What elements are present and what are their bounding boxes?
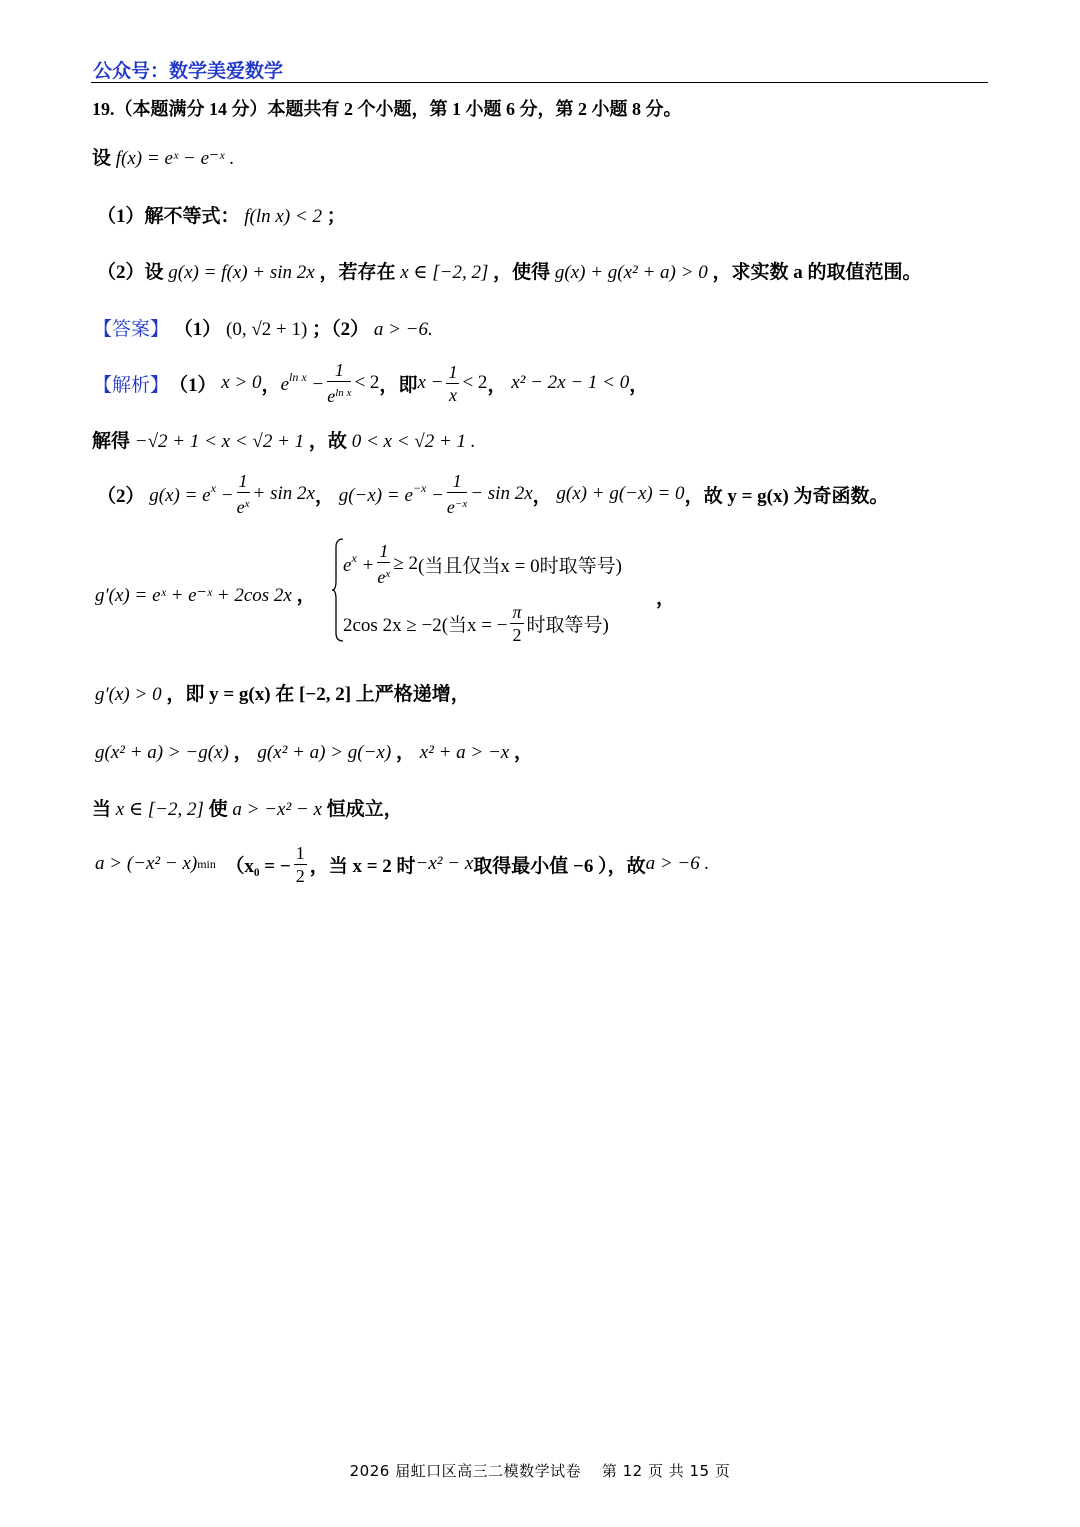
min-value: 取得最小值 −6 ），故 [473,855,646,877]
answer-part1: (0, √2 + 1) [226,319,308,340]
fraction-1-over-ex: $\frac{1}{e^x}$ [236,471,250,517]
part2-label: （2）设 [97,262,164,283]
part2-ineq: g(x) + g(x² + a) > 0 [554,262,708,283]
min-fn: −x² − x [415,853,474,874]
part1-label: （1）解不等式： [97,206,240,227]
analysis-p1-ineq1: $e^{ln x}$ − [280,370,325,395]
fraction-1-over-elnx: $\frac{1}{e^{ln x}}$ [327,360,352,406]
part2-domain: x ∈ [−2, 2] [400,262,489,283]
part2-exists: ，若存在 [319,262,396,283]
fraction-1-over-e-negx: $\frac{1}{e^{-x}}$ [446,471,468,517]
part1-formula: f(ln x) < 2 [244,206,322,227]
part2-g: g(x) = f(x) + sin 2x [168,262,315,283]
fraction-1-over-ex-case: $\frac{1}{e^x}$ [377,541,391,587]
problem-heading: 19.（本题满分 14 分）本题共有 2 个小题，第 1 小题 6 分，第 2 小题 8 分。 [92,99,682,119]
part2-such: ，使得 [493,262,551,283]
given-prefix: 设 [92,148,112,169]
case1-cond: (当且仅当x = 0时取等号) [418,555,622,577]
odd-conclusion: ，故 y = g(x) 为奇函数。 [684,485,889,507]
case2-tail: 时取等号) [526,614,609,636]
odd-check: g(x) + g(−x) = 0 [556,483,685,504]
derivative-formula: g′(x) = eˣ + e⁻ˣ + 2cos 2x [95,585,292,606]
increasing-text: ，即 y = g(x) 在 [−2, 2] 上严格递增， [166,684,470,705]
hold-prefix: 当 [92,799,112,820]
min-final: a > −6 . [645,853,710,874]
chain-line: g(x² + a) > −g(x) ， g(x² + a) > g(−x) ， x² + a > −x ， [95,742,534,763]
chain-2: g(x² + a) > g(−x) [257,742,392,763]
min-expr: a > (−x² − x) [95,853,198,874]
analysis-p1-label: （1） [169,374,217,396]
min-vertex-prefix: （x₀ = − [225,855,291,877]
answer-part2: a > −6. [373,319,433,340]
given-formula: f(x) = eˣ − e⁻ˣ [115,148,225,169]
case-1: $e^x$ + $\frac{1}{e^x}$ ≥ 2 (当且仅当x = 0时取等号) [343,541,622,587]
solve-prefix: 解得 [92,431,131,452]
hold-ineq: a > −x² − x [232,799,322,820]
chain-1: g(x² + a) > −g(x) [95,742,229,763]
analysis-p1-ie: 即 [398,374,418,396]
fraction-pi-over-2: $\frac{\pi}{2}$ [512,601,522,645]
analysis-p2-label: （2） [97,485,145,507]
analysis-p1-ineq2: x − [417,372,444,393]
chain-3: x² + a > −x [419,742,510,763]
part2-ask: ，求实数 a 的取值范围。 [712,262,922,283]
answer-sep: ；（2） [312,319,370,340]
min-subscript: min [197,856,216,871]
hold-tail: 恒成立， [326,799,403,820]
hold-mid: 使 [208,799,228,820]
answer-line [93,314,433,341]
derivative: g′(x) = eˣ + e⁻ˣ + 2cos 2x ， [95,585,316,606]
fraction-1-over-2: $\frac{1}{2}$ [295,842,305,886]
deriv-positive: g′(x) > 0 [95,684,162,705]
min-when: ，当 x = 2 时 [309,855,416,877]
solve-hence: ，故 [308,431,347,452]
minimum-line [95,836,709,892]
answer-part1-label: （1） [173,319,222,340]
holds-line [92,794,403,821]
analysis-part2: （2） $g(x) = e^x$ − $\frac{1}{e^x}$ + sin 2x ， $g(-x) = e^{-x}$ − $\frac{1}{e^{-x}}$ − sin 2x ， g(x) + g(−x) = 0 ，故 y = g(x) 为奇函数。 [97,471,889,517]
page-footer: 2026 届虹口区高三二模数学试卷 第 12 页 共 15 页 [349,1462,731,1480]
problem-part1: （1）解不等式： f(ln x) < 2 ； [97,206,346,227]
analysis-p1-cond: x > 0 [221,372,262,393]
analysis-tag: 【解析】 [93,374,170,396]
increasing-line [95,679,470,706]
analysis-p1-ineq3: x² − 2x − 1 < 0 [511,372,630,393]
header-divider [91,82,988,83]
problem-given: 设 f(x) = eˣ − e⁻ˣ . [92,148,234,169]
fraction-1-over-x: $\frac{1}{x}$ [448,361,458,405]
answer-tag: 【答案】 [93,319,170,340]
analysis-part1: 【解析】 （1） x > 0 ， $e^{ln x}$ − $\frac{1}{e^{ln x}}$ < 2 ， 即 x − $\frac{1}{x}$ < 2 ， x² − 2x − 1 < 0 ， [93,360,649,406]
header-title: 公众号：数学美爱数学 [93,61,284,82]
case2-cond: 2cos 2x ≥ −2(当x = − [343,614,508,636]
solve-range: −√2 + 1 < x < √2 + 1 [134,431,305,452]
case-2 [343,598,609,648]
solve-final: 0 < x < √2 + 1 . [351,431,476,452]
problem-part2 [97,257,921,284]
hold-domain: x ∈ [−2, 2] [115,799,204,820]
analysis-solve [92,426,476,453]
